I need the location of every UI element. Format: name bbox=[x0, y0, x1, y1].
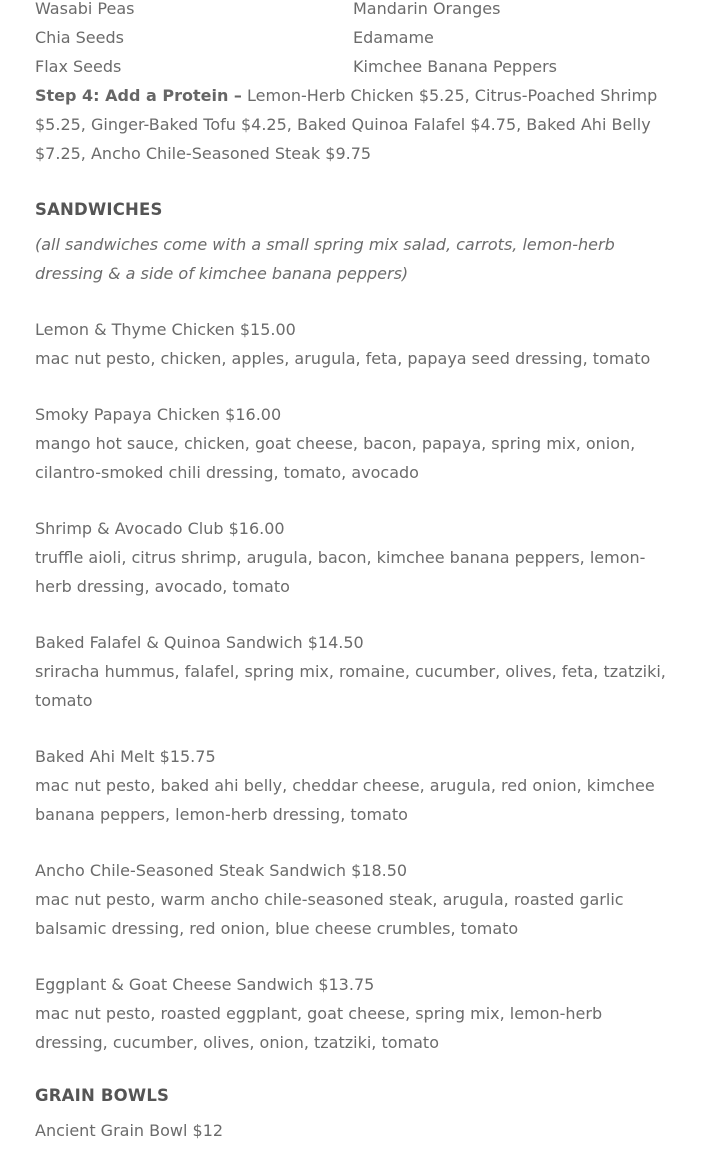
item-description: truffle aioli, citrus shrimp, arugula, bacon, kimchee banana peppers, lemon-herb dressing, avocado, tomato bbox=[35, 548, 646, 596]
item-name: Smoky Papaya Chicken $16.00 bbox=[35, 405, 282, 424]
menu-page bbox=[35, 0, 675, 1145]
item-name: Shrimp & Avocado Club $16.00 bbox=[35, 519, 285, 538]
item-name: Eggplant & Goat Cheese Sandwich $13.75 bbox=[35, 975, 375, 994]
item-description: mac nut pesto, baked ahi belly, cheddar cheese, arugula, red onion, kimchee banana peppers, lemon-herb dressing, tomato bbox=[35, 776, 655, 824]
item-description: mango hot sauce, chicken, goat cheese, bacon, papaya, spring mix, onion, cilantro-smoked chili dressing, tomato, avocado bbox=[35, 434, 636, 482]
toppings-row bbox=[35, 23, 675, 52]
step4-label: Step 4: Add a Protein – bbox=[35, 86, 242, 105]
topping-item: Chia Seeds bbox=[35, 28, 124, 47]
menu-item bbox=[35, 1116, 675, 1145]
topping-item: Flax Seeds bbox=[35, 57, 122, 76]
menu-item bbox=[35, 514, 675, 601]
item-name: Ancho Chile-Seasoned Steak Sandwich $18.50 bbox=[35, 861, 408, 880]
topping-item: Mandarin Oranges bbox=[353, 0, 501, 18]
item-description: mac nut pesto, roasted eggplant, goat cheese, spring mix, lemon-herb dressing, cucumber, olives, onion, tzatziki, tomato bbox=[35, 1004, 603, 1052]
menu-item bbox=[35, 315, 675, 373]
item-description: mac nut pesto, warm ancho chile-seasoned steak, arugula, roasted garlic balsamic dressing, red onion, blue cheese crumbles, tomato bbox=[35, 890, 624, 938]
menu-item bbox=[35, 970, 675, 1057]
toppings-row bbox=[35, 0, 675, 23]
sandwiches-heading: SANDWICHES bbox=[35, 200, 163, 219]
item-name: Baked Falafel & Quinoa Sandwich $14.50 bbox=[35, 633, 364, 652]
toppings-row bbox=[35, 52, 675, 81]
toppings-list bbox=[35, 0, 675, 81]
item-description: sriracha hummus, falafel, spring mix, romaine, cucumber, olives, feta, tzatziki, tomato bbox=[35, 662, 666, 710]
step4-protein bbox=[35, 81, 675, 168]
item-name: Ancient Grain Bowl $12 bbox=[35, 1121, 224, 1140]
item-name: Baked Ahi Melt $15.75 bbox=[35, 747, 216, 766]
grain-bowls-heading: GRAIN BOWLS bbox=[35, 1086, 170, 1105]
topping-item: Wasabi Peas bbox=[35, 0, 135, 18]
item-name: Lemon & Thyme Chicken $15.00 bbox=[35, 320, 296, 339]
step4-text: Lemon-Herb Chicken $5.25, Citrus-Poached Shrimp $5.25, Ginger-Baked Tofu $4.25, Baked Quinoa Falafel $4.75, Baked Ahi Belly $7.25, Ancho Chile-Seasoned Steak $9.75 bbox=[35, 86, 658, 163]
menu-item bbox=[35, 628, 675, 715]
item-description: mac nut pesto, chicken, apples, arugula, feta, papaya seed dressing, tomato bbox=[35, 349, 651, 368]
menu-item bbox=[35, 742, 675, 829]
menu-item bbox=[35, 856, 675, 943]
sandwiches-note: (all sandwiches come with a small spring mix salad, carrots, lemon-herb dressing & a side of kimchee banana peppers) bbox=[35, 235, 615, 283]
topping-item: Edamame bbox=[353, 28, 434, 47]
topping-item: Kimchee Banana Peppers bbox=[353, 57, 557, 76]
menu-item bbox=[35, 400, 675, 487]
